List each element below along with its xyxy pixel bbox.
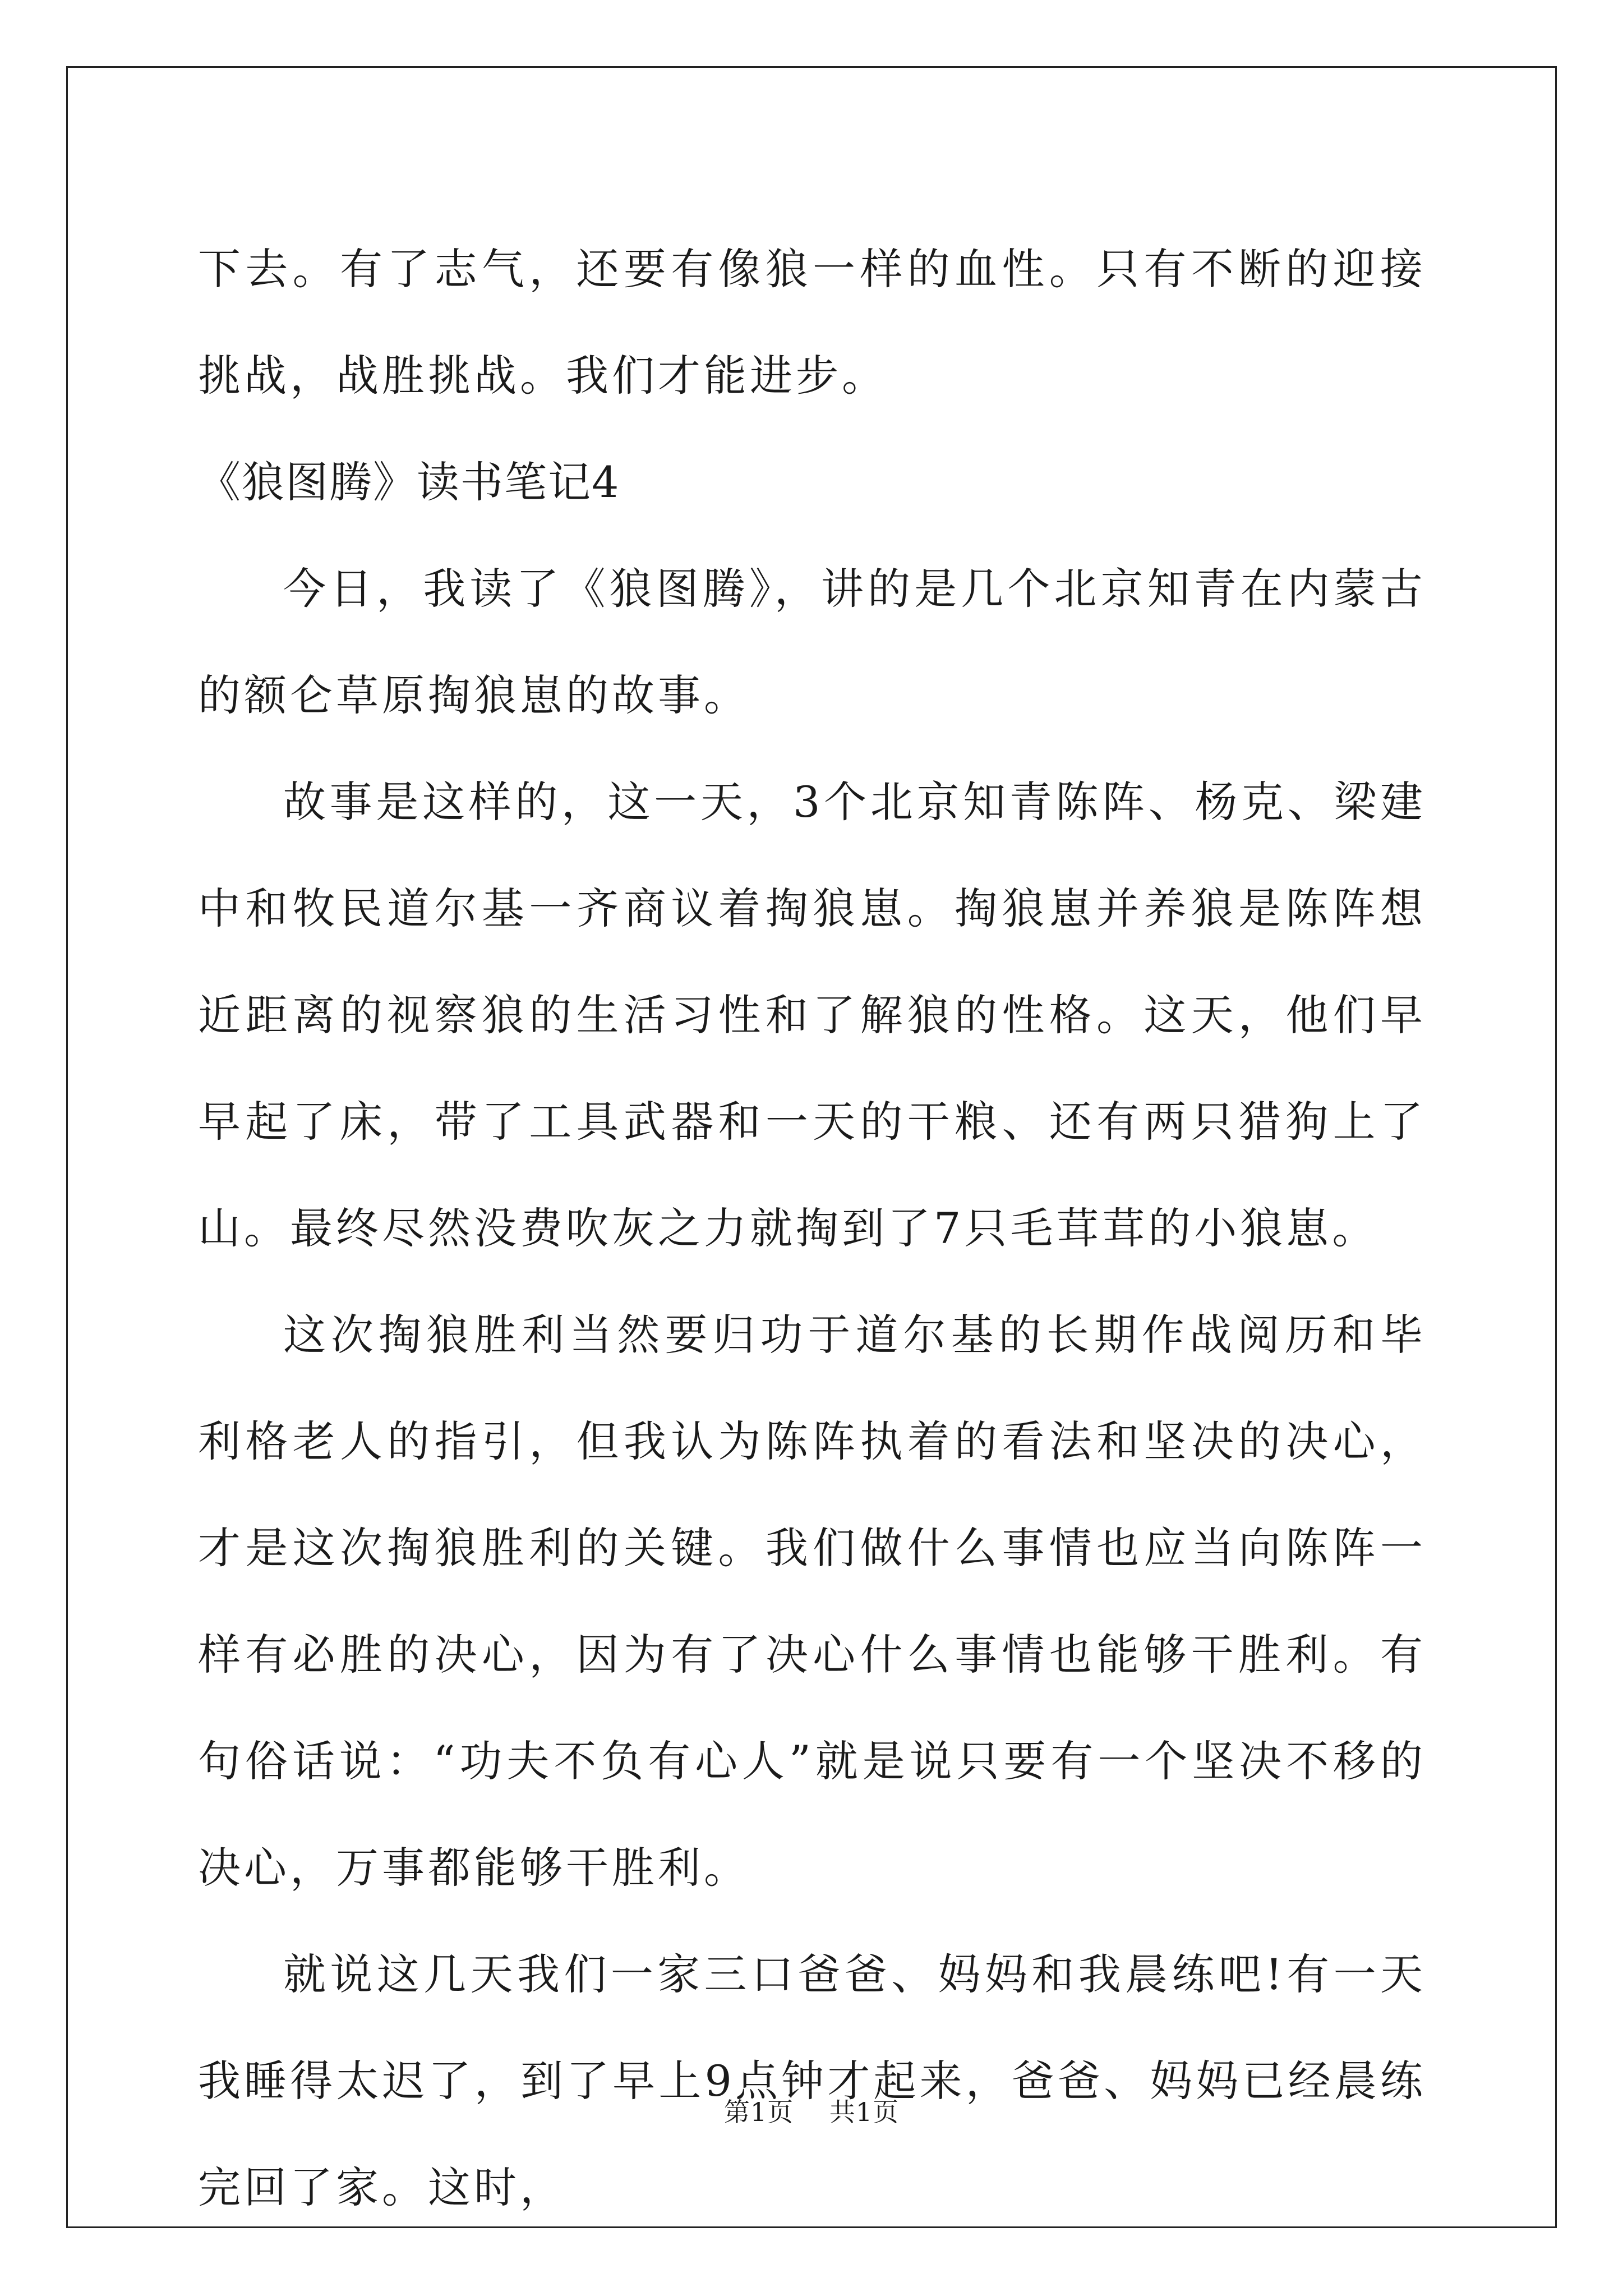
page-number-current: 第1页 <box>723 2097 794 2127</box>
paragraph: 就说这几天我们一家三口爸爸、妈妈和我晨练吧!有一天我睡得太迟了，到了早上9点钟才起来，爸爸、妈妈已经晨练完回了家。这时， <box>198 1949 1426 2212</box>
section-heading: 《狼图腾》读书笔记4 <box>198 457 620 507</box>
document-body <box>198 216 1426 2241</box>
paragraph: 故事是这样的，这一天，3个北京知青陈阵、杨克、梁建中和牧民道尔基一齐商议着掏狼崽。掏狼崽并养狼是陈阵想近距离的视察狼的生活习性和了解狼的性格。这天，他们早早起了床，带了工具武器和一天的干粮、还有两只猎狗上了山。最终尽然没费吹灰之力就掏到了7只毛茸茸的小狼崽。 <box>198 777 1426 1253</box>
paragraph: 今日，我读了《狼图腾》，讲的是几个北京知青在内蒙古的额仑草原掏狼崽的故事。 <box>198 564 1426 720</box>
paragraph-continuation: 下去。有了志气，还要有像狼一样的血性。只有不断的迎接挑战，战胜挑战。我们才能进步。 <box>198 244 1426 401</box>
page-footer <box>0 2095 1623 2129</box>
paragraph: 这次掏狼胜利当然要归功于道尔基的长期作战阅历和毕利格老人的指引，但我认为陈阵执着的看法和坚决的决心，才是这次掏狼胜利的关键。我们做什么事情也应当向陈阵一样有必胜的决心，因为有了决心什么事情也能够干胜利。有句俗话说：“功夫不负有心人”就是说只要有一个坚决不移的决心，万事都能够干胜利。 <box>198 1310 1426 1893</box>
page-number-total: 共1页 <box>829 2097 900 2127</box>
